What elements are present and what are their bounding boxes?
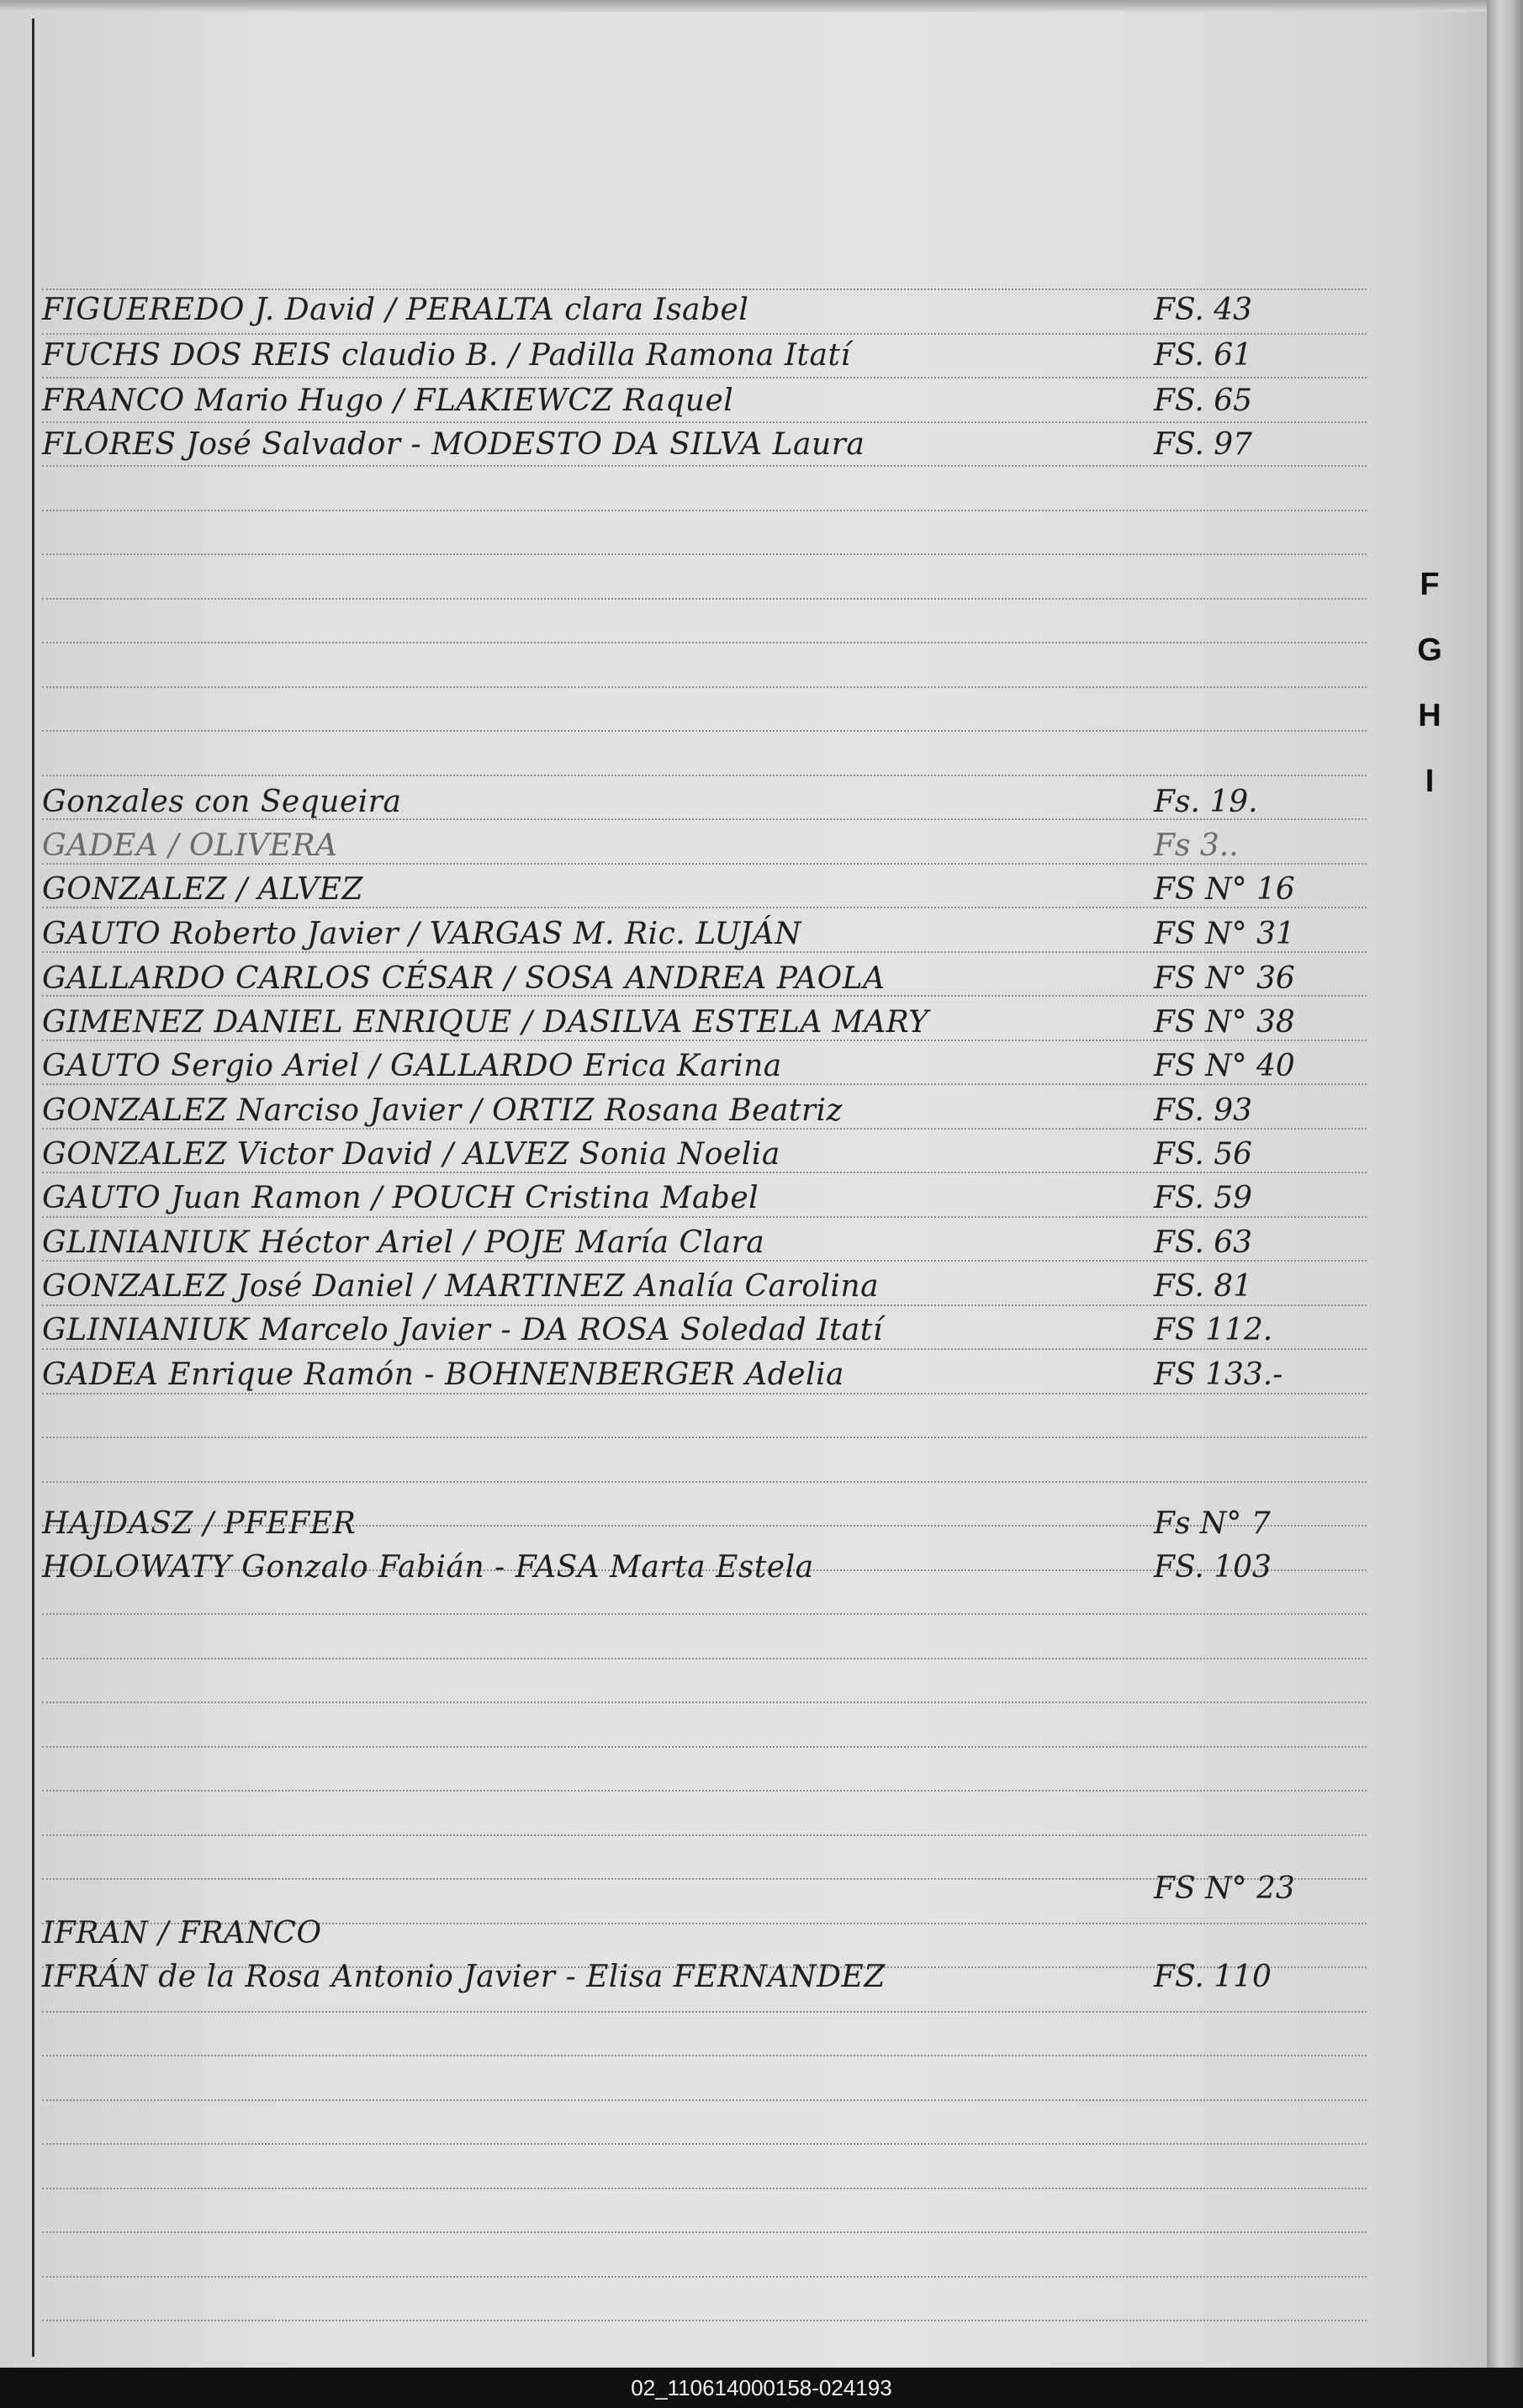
entry-row <box>42 1867 1371 1909</box>
ruled-line <box>42 686 1367 688</box>
entry-row <box>42 913 1371 955</box>
entry-folio: FS N° 23 <box>1154 1871 1295 1906</box>
entry-folio: FS N° 16 <box>1154 872 1295 907</box>
entry-row <box>42 288 1371 331</box>
entry-folio: FS. 103 <box>1154 1550 1272 1585</box>
entry-row <box>42 1045 1371 1087</box>
entry-folio: FS. 61 <box>1154 338 1253 373</box>
entry-name: Gonzales con Sequeira <box>42 785 402 819</box>
ruled-line <box>42 1790 1367 1791</box>
ruled-line <box>42 598 1367 600</box>
entry-folio: FS. 43 <box>1154 293 1253 327</box>
entry-name: IFRAN / FRANCO <box>42 1916 322 1950</box>
alphabet-index-tabs <box>1413 562 1446 824</box>
entry-row <box>42 1001 1371 1043</box>
entry-row <box>42 781 1371 823</box>
ruled-line <box>42 553 1367 555</box>
ruled-line <box>42 1658 1367 1659</box>
entry-name: GADEA Enrique Ramón - BOHNENBERGER Adelia <box>42 1357 845 1392</box>
entry-folio: FS. 59 <box>1154 1181 1253 1215</box>
entry-folio: FS. 56 <box>1154 1137 1253 1172</box>
entry-row <box>42 1353 1371 1395</box>
entry-row <box>42 824 1371 866</box>
entry-row <box>42 1912 1371 1954</box>
entry-row <box>42 1546 1371 1588</box>
entry-folio: FS. 110 <box>1154 1960 1272 1994</box>
ruled-line <box>42 2276 1367 2278</box>
entry-folio: FS. 81 <box>1154 1269 1253 1304</box>
entry-name: GAUTO Sergio Ariel / GALLARDO Erica Karina <box>42 1049 782 1083</box>
entry-name: GONZALEZ José Daniel / MARTINEZ Analía Carolina <box>42 1269 880 1304</box>
entry-name: HAJDASZ / PFEFER <box>42 1506 357 1541</box>
entry-name: FRANCO Mario Hugo / FLAKIEWCZ Raquel <box>42 384 734 418</box>
entry-folio: FS. 93 <box>1154 1093 1253 1128</box>
ruled-line <box>42 1834 1367 1836</box>
entry-row <box>42 1265 1371 1307</box>
entry-name: GLINIANIUK Marcelo Javier - DA ROSA Soledad Itatí <box>42 1313 883 1347</box>
entry-row <box>42 1089 1371 1131</box>
entry-folio: FS 112. <box>1154 1313 1273 1347</box>
entry-folio: FS N° 40 <box>1154 1049 1295 1083</box>
entry-folio: FS N° 31 <box>1154 917 1295 951</box>
entry-row <box>42 868 1371 910</box>
entry-row <box>42 334 1371 376</box>
entry-row <box>42 1177 1371 1219</box>
entry-name: GONZALEZ Narciso Javier / ORTIZ Rosana Beatriz <box>42 1093 843 1128</box>
scan-file-label: 02_110614000158-024193 <box>631 2374 892 2400</box>
entry-folio: FS 133.- <box>1154 1357 1283 1392</box>
entry-folio: FS. 65 <box>1154 384 1253 418</box>
ruled-line <box>42 2143 1367 2145</box>
ruled-line <box>42 1481 1367 1483</box>
ruled-line <box>42 642 1367 643</box>
scan-footer-bar <box>0 2368 1523 2408</box>
ruled-line <box>42 775 1367 776</box>
ruled-line <box>42 377 1367 378</box>
margin-line <box>32 19 34 2357</box>
ruled-line <box>42 2099 1367 2101</box>
entry-row <box>42 1309 1371 1351</box>
entry-folio: FS N° 38 <box>1154 1005 1295 1040</box>
entry-name: GLINIANIUK Héctor Ariel / POJE María Clara <box>42 1225 765 1260</box>
entry-row <box>42 379 1371 421</box>
ruled-line <box>42 1437 1367 1438</box>
entry-row <box>42 1956 1371 1998</box>
index-letter[interactable]: H <box>1418 698 1441 733</box>
entry-folio: Fs N° 7 <box>1154 1506 1271 1541</box>
ruled-line <box>42 1746 1367 1748</box>
ruled-line <box>42 1613 1367 1615</box>
ruled-line <box>42 1701 1367 1703</box>
ruled-line <box>42 2231 1367 2233</box>
index-letter[interactable]: G <box>1417 632 1442 668</box>
entry-name: HOLOWATY Gonzalo Fabián - FASA Marta Estela <box>42 1550 814 1585</box>
entry-name: GADEA / OLIVERA <box>42 828 338 863</box>
entry-row <box>42 957 1371 999</box>
page-binding-edge <box>1487 0 1523 2368</box>
entry-row <box>42 1502 1371 1544</box>
entry-folio: Fs. 19. <box>1154 785 1258 819</box>
page-top-edge <box>0 0 1523 12</box>
entry-row <box>42 423 1371 465</box>
entry-name: GAUTO Juan Ramon / POUCH Cristina Mabel <box>42 1181 759 1215</box>
index-letter[interactable]: F <box>1420 567 1440 602</box>
entry-name: GIMENEZ DANIEL ENRIQUE / DASILVA ESTELA MARY <box>42 1005 929 1040</box>
ruled-line <box>42 465 1367 467</box>
entry-name: FLORES José Salvador - MODESTO DA SILVA Laura <box>42 427 865 462</box>
index-letter[interactable]: I <box>1425 764 1435 799</box>
ruled-line <box>42 730 1367 732</box>
ruled-line <box>42 2320 1367 2321</box>
ruled-line <box>42 510 1367 511</box>
entry-name: GALLARDO CARLOS CÉSAR / SOSA ANDREA PAOLA <box>42 961 886 996</box>
entry-folio: FS. 97 <box>1154 427 1253 462</box>
entry-name: FUCHS DOS REIS claudio B. / Padilla Ramona Itatí <box>42 338 851 373</box>
ruled-line <box>42 2055 1367 2056</box>
entry-name: GONZALEZ / ALVEZ <box>42 872 363 907</box>
entry-row <box>42 1221 1371 1263</box>
ruled-line <box>42 2011 1367 2013</box>
entry-folio: Fs 3.. <box>1154 828 1239 863</box>
entry-folio: FS N° 36 <box>1154 961 1295 996</box>
entry-row <box>42 1133 1371 1175</box>
entry-name: GAUTO Roberto Javier / VARGAS M. Ric. LUJÁN <box>42 917 801 951</box>
entry-folio: FS. 63 <box>1154 1225 1253 1260</box>
ruled-line <box>42 2188 1367 2189</box>
entry-name: FIGUEREDO J. David / PERALTA clara Isabel <box>42 293 749 327</box>
entry-name: GONZALEZ Victor David / ALVEZ Sonia Noelia <box>42 1137 780 1172</box>
entry-name: IFRÁN de la Rosa Antonio Javier - Elisa FERNANDEZ <box>42 1960 886 1994</box>
